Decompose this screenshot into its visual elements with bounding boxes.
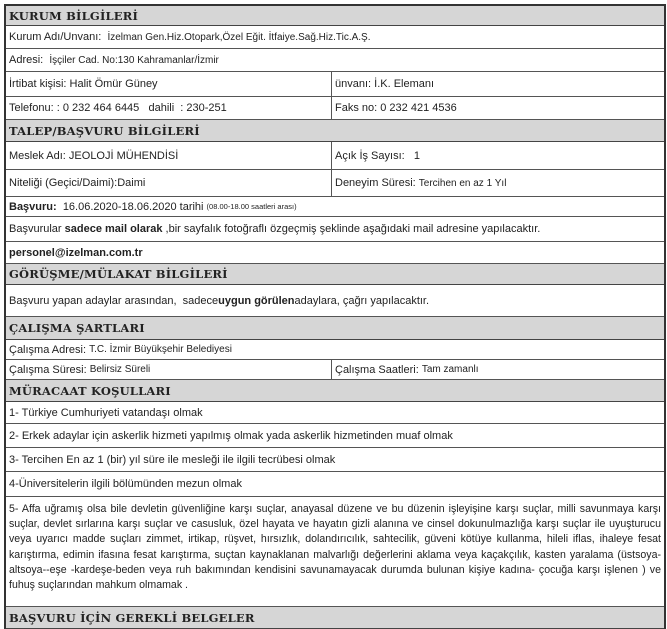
- text-emphasis: uygun görülen: [218, 294, 295, 307]
- section-title: GÖRÜŞME/MÜLAKAT BİLGİLERİ: [9, 267, 228, 281]
- field-value: Tercihen en az 1 Yıl: [418, 177, 507, 189]
- field-label: Açık İş Sayısı:: [335, 149, 405, 162]
- field-value: T.C. İzmir Büyükşehir Belediyesi: [89, 344, 232, 355]
- condition-text: 5- Affa uğramış olsa bile devletin güvenliğine karşı suçlar, anayasal düzene ve bu düzenin işleyişine karşı suçlar, milli savunmaya karşı suçlar, devlet sırlarına karşı suçlar ve casusluk, özel hayata ve hayatın gizli alanına ve cinsel dokunulmazlığa karşı suçlar ile uyuşturucu veya uyarıcı madde suçları zimmet, irtikap, rüşvet, hırsızlık, dolandırıcılık, sahtecilik, güveni kötüye kullanma, hileli iflas, ihaleye fesat karıştırma, edimin ifasına fesat karıştırma, suçtan kaynaklanan malvarlığı değerlerini aklama veya kaçakçılık, kasten yaralama (üstsoya-altsoya--eşe -kardeşe-beden veya ruh bakımından kendisini savunamayacak durumda bulunan kişiye kadına- çocuğa karşı işlenen ) ve fuhuş suçlarından mahkum olmamak .: [9, 503, 661, 592]
- section-header-muracaat: [6, 380, 664, 402]
- field-note: (08.00-18.00 saatleri arası): [206, 202, 297, 211]
- field-value: Halit Ömür Güney: [69, 78, 158, 90]
- section-header-talep: [6, 120, 664, 142]
- row-irtibat: [6, 72, 664, 97]
- field-label: Telefonu: :: [9, 102, 60, 114]
- field-value: İzelman Gen.Hiz.Otopark,Özel Eğit. İtfaiye.Sağ.Hiz.Tic.A.Ş.: [107, 31, 371, 43]
- row-nitelik: [6, 170, 664, 197]
- field-value: Belirsiz Süreli: [89, 364, 151, 375]
- text: adaylara, çağrı yapılacaktır.: [294, 294, 430, 307]
- field-value: 0 232 421 4536: [380, 102, 457, 114]
- row-meslek: [6, 142, 664, 170]
- row-basvuru-yontem: [6, 217, 664, 242]
- list-item: [6, 402, 664, 424]
- field-label: ünvanı:: [335, 78, 372, 90]
- field-value: 0 232 464 6445 dahili : 230-251: [62, 102, 227, 114]
- text: ,bir sayfalık fotoğraflı özgeçmiş şeklinde aşağıdaki mail adresine yapılacaktır.: [165, 223, 541, 235]
- list-item: [6, 472, 664, 497]
- field-label: Faks no:: [335, 102, 378, 114]
- list-item: [6, 424, 664, 448]
- field-label: Kurum Adı/Unvanı:: [9, 31, 102, 43]
- section-title: TALEP/BAŞVURU BİLGİLERİ: [9, 123, 200, 138]
- row-email: [6, 242, 664, 264]
- field-value: 1: [413, 149, 420, 162]
- field-label: Çalışma Süresi:: [9, 363, 87, 376]
- section-title: KURUM BİLGİLERİ: [9, 8, 139, 23]
- row-adres: [6, 49, 664, 72]
- condition-text: 4-Üniversitelerin ilgili bölümünden mezun olmak: [9, 478, 242, 490]
- field-value: 16.06.2020-18.06.2020 tarihi: [62, 200, 204, 213]
- field-label: İrtibat kişisi:: [9, 78, 67, 90]
- condition-text: 2- Erkek adaylar için askerlik hizmeti yapılmış olmak yada askerlik hizmetinden muaf olmak: [9, 429, 453, 442]
- field-label: Başvuru:: [9, 200, 57, 213]
- condition-text: 3- Tercihen En az 1 (bir) yıl süre ile mesleği ile ilgili tecrübesi olmak: [9, 453, 336, 466]
- section-title: ÇALIŞMA ŞARTLARI: [9, 321, 145, 335]
- field-label: Niteliği (Geçici/Daimi):: [9, 177, 118, 189]
- field-label: Meslek Adı:: [9, 149, 66, 162]
- row-gorusme-text: [6, 285, 664, 317]
- field-label: Çalışma Saatleri:: [335, 363, 419, 376]
- section-header-gorusme: [6, 264, 664, 285]
- row-calisma-sure: [6, 360, 664, 380]
- field-value: İşçiler Cad. No:130 Kahramanlar/İzmir: [49, 54, 219, 66]
- text: Başvurular: [9, 223, 62, 235]
- text: Başvuru yapan adaylar arasından, sadece: [9, 294, 219, 307]
- field-value: JEOLOJİ MÜHENDİSİ: [68, 149, 179, 162]
- field-value: Daimi: [117, 177, 146, 189]
- section-title: MÜRACAAT KOŞULLARI: [9, 383, 171, 398]
- row-calisma-adres: [6, 340, 664, 360]
- list-item: [6, 448, 664, 472]
- section-title: BAŞVURU İÇİN GEREKLİ BELGELER: [9, 610, 255, 625]
- row-telefon: [6, 97, 664, 120]
- email-link[interactable]: personel@izelman.com.tr: [9, 246, 143, 259]
- section-header-belgeler: [6, 607, 664, 629]
- condition-text: 1- Türkiye Cumhuriyeti vatandaşı olmak: [9, 406, 203, 419]
- field-value: İ.K. Elemanı: [374, 78, 435, 90]
- field-label: Adresi:: [9, 54, 44, 66]
- field-label: Çalışma Adresi:: [9, 343, 87, 356]
- field-label: Deneyim Süresi:: [335, 177, 416, 189]
- row-basvuru-tarih: [6, 197, 664, 217]
- text-emphasis: sadece mail olarak: [64, 223, 163, 235]
- list-item: [6, 497, 664, 607]
- section-header-calisma: [6, 317, 664, 340]
- section-header-kurum: [6, 6, 664, 26]
- job-posting-form: [4, 4, 666, 629]
- field-value: Tam zamanlı: [421, 364, 479, 375]
- row-kurum-adi: [6, 26, 664, 49]
